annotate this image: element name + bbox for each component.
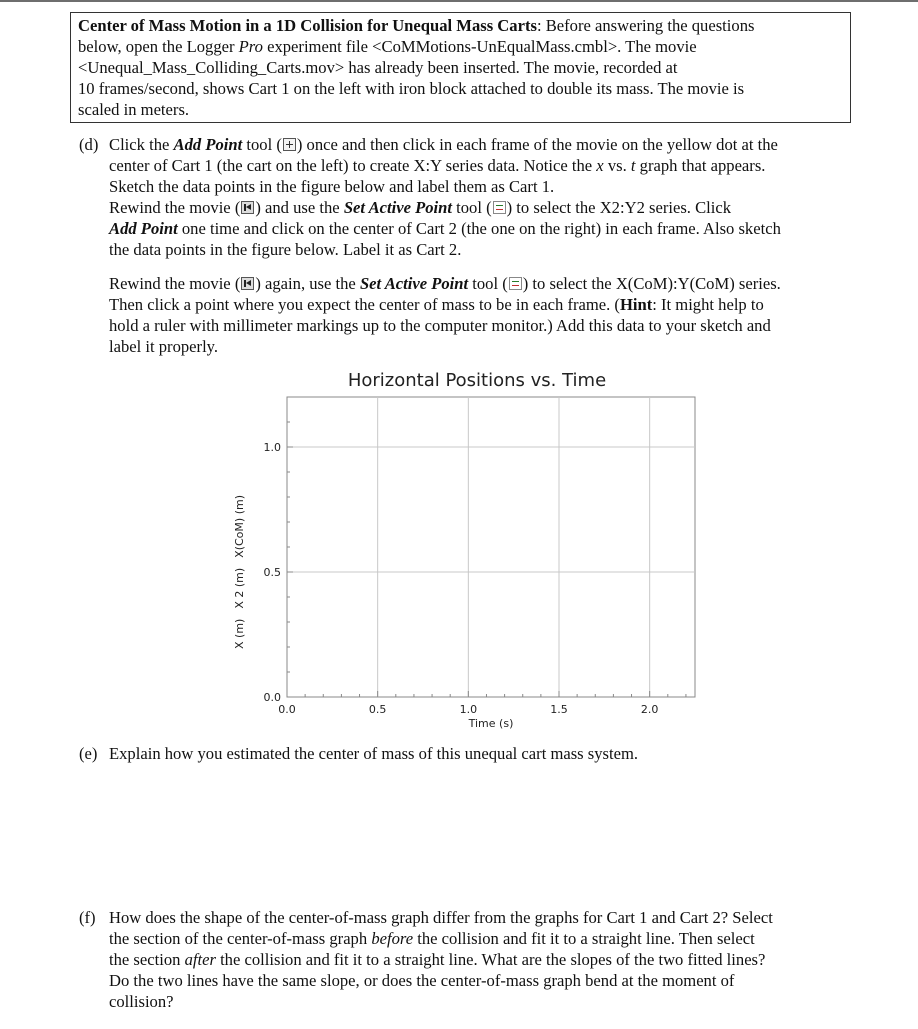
y-axis-label-part: X(CoM) (m) <box>233 495 246 558</box>
y-axis-label <box>233 495 246 649</box>
top-border <box>0 0 918 2</box>
set-active-point-icon <box>509 277 522 290</box>
chart-title: Horizontal Positions vs. Time <box>347 370 607 391</box>
x-tick-label: 0.0 <box>278 703 296 716</box>
positions-chart <box>215 362 715 734</box>
x-tick-label: 0.5 <box>368 703 387 716</box>
y-tick-label: 0.5 <box>263 566 281 579</box>
intro-box: Center of Mass Motion in a 1D Collision for Unequal Mass Carts: Before answering the questions below, open the Logger Pro experiment file <CoMMotions-UnEqualMass.cmbl>. The movie <Unequal_Mass_Colliding_Carts.mov> has already been inserted. The movie, recorded at 10 frames/second, shows Cart 1 on the left with iron block attached to double its mass. The movie is scaled in meters. <box>70 12 851 123</box>
add-point-icon <box>283 138 296 151</box>
rewind-icon <box>241 277 254 290</box>
question-f-label: (f) <box>79 908 96 927</box>
x-tick-label: 1.0 <box>459 703 478 716</box>
y-axis-label-part: X 2 (m) <box>233 567 246 609</box>
question-f: (f) How does the shape of the center-of-mass graph differ from the graphs for Cart 1 and Cart 2? Select the section of the center-of-mass graph before the collision and fit it to a straight line. Then select the section after the collision and fit it to a straight line. What are the slopes of the two fitted lines? Do the two lines have the same slope, or does the center-of-mass graph bend at the moment of collision? <box>79 908 773 1011</box>
question-d: (d) Click the Add Point tool ( ) once and then click in each frame of the movie on the yellow dot at the center of Cart 1 (the cart on the left) to create X:Y series data. Notice the x vs. t graph that appears. Sketch the data points in the figure below and label them as Cart 1. Rewind the movie ( ) and use the Set Active Point tool ( ) to select the X2:Y2 series. Click Add Point one time and click on the center of Cart 2 (the one on the right) in each frame. Also sketch the data points in the figure below. Label it as Cart 2. Rewind the movie ( ) again, use the Set Active Point tool ( ) to select the X(CoM):Y(CoM) series. Then click a point where you expect the center of mass to be in each frame. (Hint: It might help to hold a ruler with millimeter markings up to the computer monitor.) Add this data to your sketch and label it properly. <box>79 135 781 356</box>
y-axis-label-part: X (m) <box>233 618 246 649</box>
y-tick-label: 0.0 <box>263 691 281 704</box>
plot-area <box>287 397 695 697</box>
question-e-label: (e) <box>79 744 98 763</box>
y-tick-label: 1.0 <box>263 441 281 454</box>
question-d-label: (d) <box>79 135 99 154</box>
x-axis-label: Time (s) <box>468 717 514 730</box>
set-active-point-icon <box>493 201 506 214</box>
question-e-text: Explain how you estimated the center of mass of this unequal cart mass system. <box>109 744 639 763</box>
intro-title: Center of Mass Motion in a 1D Collision for Unequal Mass Carts <box>78 16 537 35</box>
question-e <box>79 743 879 767</box>
x-tick-label: 1.5 <box>550 703 568 716</box>
rewind-icon <box>241 201 254 214</box>
x-tick-label: 2.0 <box>640 703 659 716</box>
